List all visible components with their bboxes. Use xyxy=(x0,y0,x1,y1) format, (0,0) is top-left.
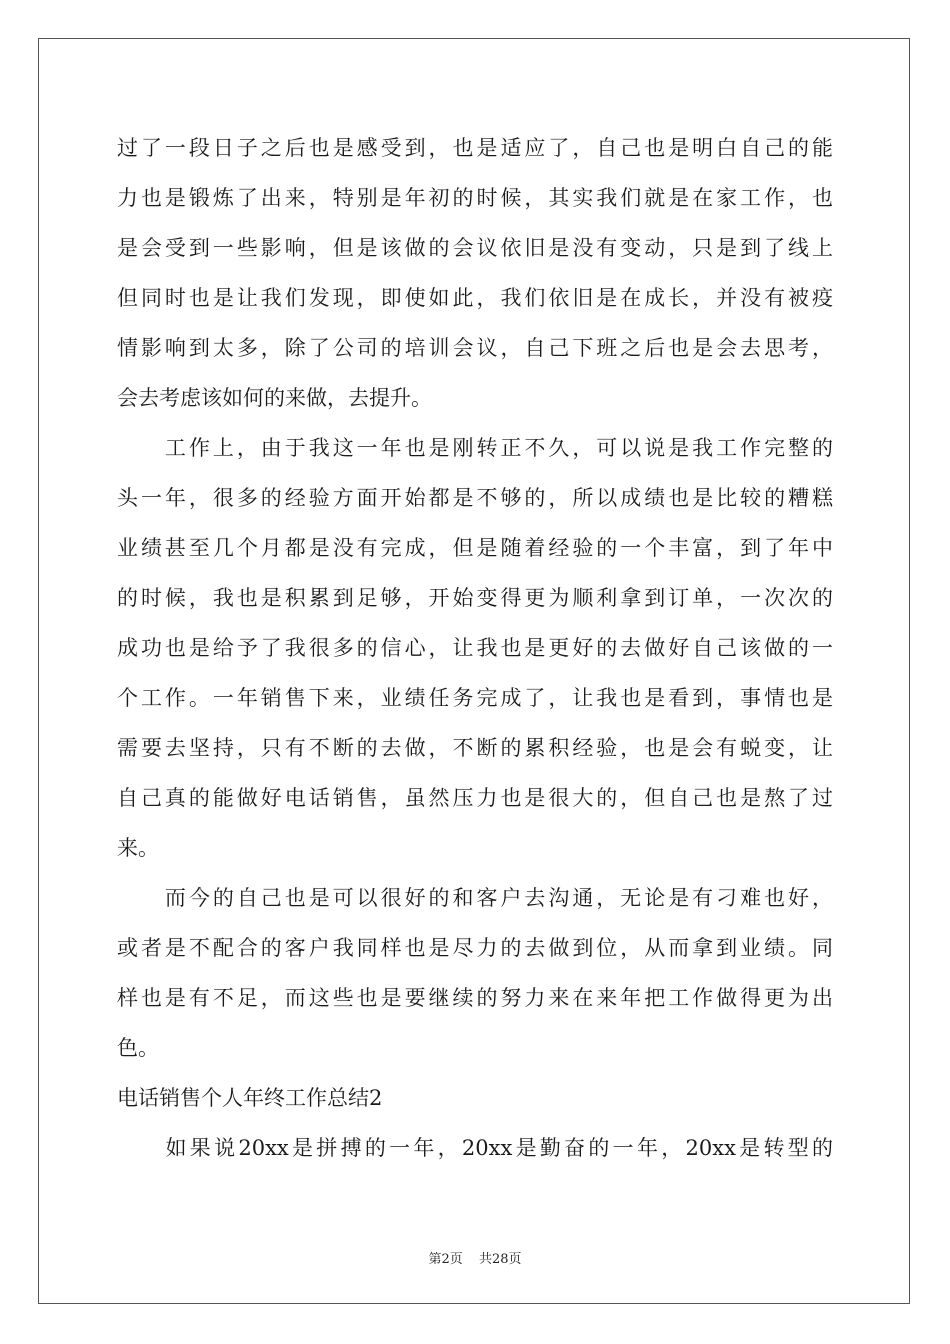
text-line: 成功也是给予了我很多的信心，让我也是更好的去做好自己该做的一 xyxy=(117,636,833,660)
page-footer xyxy=(0,1248,950,1267)
page-border xyxy=(38,38,910,1304)
text-line: 样也是有不足，而这些也是要继续的努力来在来年把工作做得更为出 xyxy=(117,986,833,1010)
text-line: 的时候，我也是积累到足够，开始变得更为顺利拿到订单，一次次的 xyxy=(117,586,833,610)
page-number: 第2页 xyxy=(428,1252,463,1267)
text-line: 过了一段日子之后也是感受到，也是适应了，自己也是明白自己的能 xyxy=(117,136,833,160)
text-line: 工作上，由于我这一年也是刚转正不久，可以说是我工作完整的 xyxy=(117,436,833,460)
section-heading: 电话销售个人年终工作总结2 xyxy=(117,1086,383,1110)
text-line: 但同时也是让我们发现，即使如此，我们依旧是在成长，并没有被疫 xyxy=(117,286,833,310)
page-total: 共28页 xyxy=(478,1252,522,1267)
text-line: 如果说20xx是拼搏的一年，20xx是勤奋的一年，20xx是转型的 xyxy=(117,1136,833,1160)
text-line: 业绩甚至几个月都是没有完成，但是随着经验的一个丰富，到了年中 xyxy=(117,536,833,560)
text-line: 会去考虑该如何的来做，去提升。 xyxy=(117,386,432,410)
text-line: 是会受到一些影响，但是该做的会议依旧是没有变动，只是到了线上 xyxy=(117,236,833,260)
text-line: 或者是不配合的客户我同样也是尽力的去做到位，从而拿到业绩。同 xyxy=(117,936,833,960)
text-line: 而今的自己也是可以很好的和客户去沟通，无论是有刁难也好， xyxy=(117,886,833,910)
text-line: 力也是锻炼了出来，特别是年初的时候，其实我们就是在家工作，也 xyxy=(117,186,833,210)
text-line: 需要去坚持，只有不断的去做，不断的累积经验，也是会有蜕变，让 xyxy=(117,736,833,760)
text-line: 情影响到太多，除了公司的培训会议，自己下班之后也是会去思考， xyxy=(117,336,833,360)
text-line: 头一年，很多的经验方面开始都是不够的，所以成绩也是比较的糟糕 xyxy=(117,486,833,510)
text-line: 个工作。一年销售下来，业绩任务完成了，让我也是看到，事情也是 xyxy=(117,686,833,710)
text-line: 自己真的能做好电话销售，虽然压力也是很大的，但自己也是熬了过 xyxy=(117,786,833,810)
text-line: 色。 xyxy=(117,1036,159,1060)
text-line: 来。 xyxy=(117,836,159,860)
